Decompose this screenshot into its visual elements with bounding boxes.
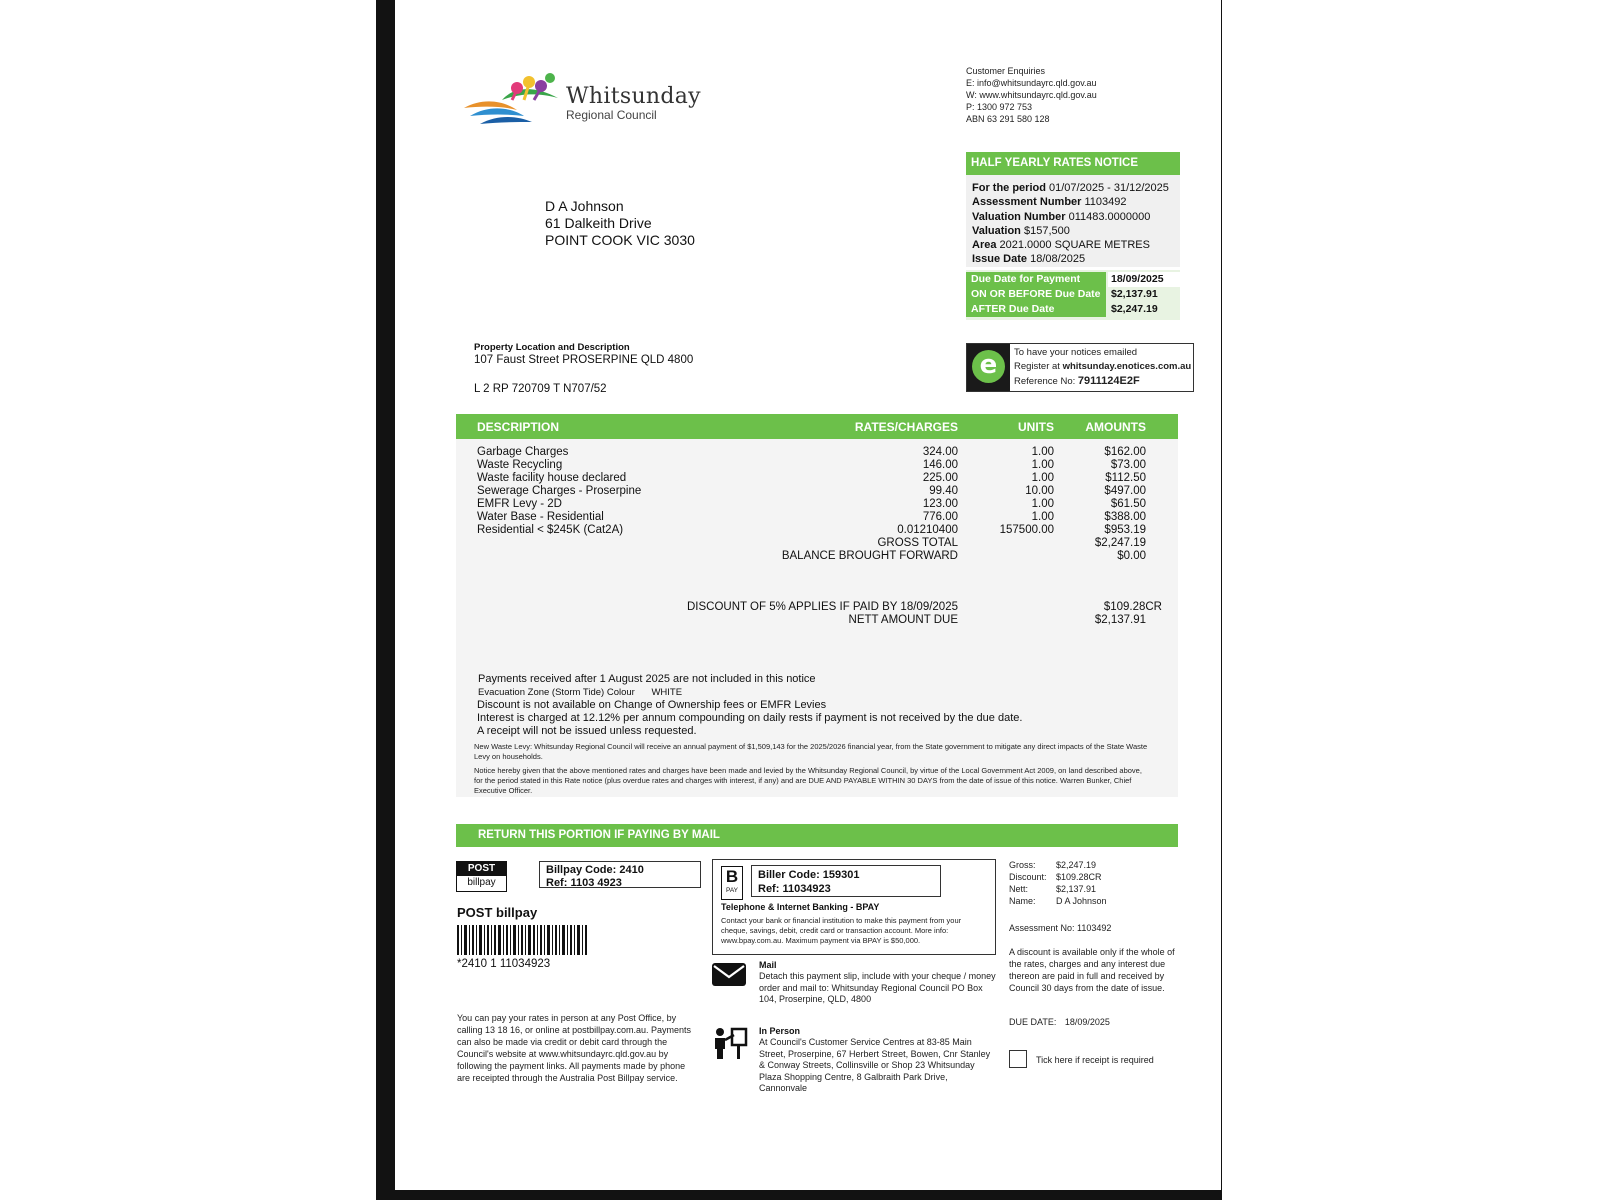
billpay-code-box: [539, 861, 701, 888]
property-label: Property Location and Description: [474, 342, 630, 353]
gross-total-row: [456, 537, 1178, 550]
issue-value: 18/08/2025: [1030, 253, 1086, 266]
summary-name-value: D A Johnson: [1056, 896, 1107, 906]
row-units: 1.00: [1031, 472, 1054, 484]
bpay-text: Contact your bank or financial institution to make this payment from your cheque, savings, debit, credit card or transaction account. More info: www.bpay.com.au. Maximum payment via BPAY is $50,000.: [721, 916, 962, 945]
bpay-panel: [712, 859, 996, 955]
interest-note: Interest is charged at 12.12% per annum compounding on daily rests if payment is not received by the due date.: [477, 712, 1023, 724]
receipt-required-label: Tick here if receipt is required: [1036, 1055, 1154, 1065]
evacuation-line: [478, 687, 682, 698]
evacuation-value: WHITE: [651, 687, 683, 698]
post-logo-bottom: billpay: [467, 877, 496, 888]
summary-discount-label: Discount:: [1009, 872, 1047, 882]
property-lot: L 2 RP 720709 T N707/52: [474, 383, 607, 395]
row-description: Waste facility house declared: [477, 472, 627, 484]
row-rate: 324.00: [922, 446, 958, 458]
gross-total-value: $2,247.19: [1094, 537, 1146, 549]
row-units: 157500.00: [999, 524, 1054, 536]
row-rate: 0.01210400: [897, 524, 958, 536]
mail-text: Detach this payment slip, include with your cheque / money order and mail to: Whitsunday Regional Council PO Box 104, Proserpine, QLD, 4800: [759, 971, 996, 1004]
table-row: [456, 459, 1178, 472]
nett-label: NETT AMOUNT DUE: [848, 614, 958, 626]
balance-row: [456, 550, 1178, 563]
barcode-icon: [457, 925, 589, 955]
row-amount: $112.50: [1105, 472, 1146, 484]
table-row: [456, 498, 1178, 511]
return-due-label: DUE DATE:: [1009, 1017, 1057, 1027]
summary-gross-label: Gross:: [1009, 860, 1036, 870]
issue-label: Issue Date: [972, 253, 1028, 266]
row-description: Residential < $245K (Cat2A): [477, 524, 624, 536]
summary-nett-value: $2,137.91: [1056, 884, 1097, 894]
enotices-panel: [966, 343, 1194, 392]
discount-row: [456, 601, 1178, 614]
balance-value: $0.00: [1117, 550, 1146, 562]
due-date-value: 18/09/2025: [1108, 272, 1180, 287]
in-person-text: At Council's Customer Service Centres at 83-85 Main Street, Proserpine, 67 Herbert Street, Bowen, Cnr Stanley & Conway Streets, Collinsville or Shop 23 Whitsunday Plaza Shopping Centre, 8 Galbraith Park Drive, Cannonvale: [759, 1037, 991, 1093]
discount-value: $109.28CR: [1103, 601, 1162, 613]
nett-value: $2,137.91: [1094, 614, 1146, 626]
bpay-logo-icon: [721, 866, 743, 900]
bpay-title: Telephone & Internet Banking - BPAY: [721, 902, 880, 912]
enquiries-web: W: www.whitsundayrc.qld.gov.au: [966, 90, 1097, 100]
envelope-icon: [712, 963, 746, 986]
discount-label: DISCOUNT OF 5% APPLIES IF PAID BY 18/09/2025: [686, 601, 958, 613]
recipient-address: [545, 198, 695, 249]
logo-name: Whitsunday: [566, 84, 701, 109]
row-rate: 123.00: [922, 498, 958, 510]
row-amount: $497.00: [1104, 485, 1146, 497]
biller-code: Biller Code: 159301: [758, 869, 860, 881]
discount-availability-note: A discount is available only if the whole of the rates, charges and any interest due thereon are paid in full and received by Council 30 days from the date of issue.: [1009, 947, 1175, 993]
charges-table-body: [456, 439, 1178, 797]
bpay-logo-b: B: [725, 867, 739, 886]
payment-summary: [1009, 859, 1107, 907]
council-logo-icon: [462, 70, 572, 132]
enotices-register-prefix: Register at: [1014, 361, 1063, 372]
biller-ref: Ref: 11034923: [758, 883, 831, 895]
enotices-reference: 7911124E2F: [1077, 375, 1140, 387]
row-units: 1.00: [1031, 498, 1054, 510]
balance-label: BALANCE BROUGHT FORWARD: [781, 550, 958, 562]
payments-note: Payments received after 1 August 2025 are not included in this notice: [478, 673, 816, 685]
summary-name-label: Name:: [1009, 896, 1036, 906]
row-units: 10.00: [1025, 485, 1054, 497]
notice-details: [966, 175, 1180, 267]
row-description: EMFR Levy - 2D: [477, 498, 562, 510]
in-person-title: In Person: [759, 1026, 801, 1036]
summary-discount-value: $109.28CR: [1056, 872, 1102, 882]
row-description: Water Base - Residential: [477, 511, 604, 523]
biller-code-box: [751, 865, 941, 897]
enotices-ref-prefix: Reference No:: [1014, 376, 1078, 387]
nett-row: [456, 614, 1178, 627]
row-description: Waste Recycling: [477, 459, 563, 471]
charges-table-header: [456, 414, 1178, 439]
row-amount: $953.19: [1104, 524, 1146, 536]
header-units: UNITS: [1018, 420, 1054, 434]
valuation-number-value: 011483.0000000: [1068, 210, 1151, 223]
enotices-logo: [967, 344, 1010, 391]
valuation-number-label: Valuation Number: [972, 210, 1066, 223]
after-due-value: $2,247.19: [1111, 303, 1158, 315]
row-rate: 776.00: [922, 511, 958, 523]
table-row: [456, 472, 1178, 485]
recipient-street: 61 Dalkeith Drive: [545, 215, 652, 231]
recipient-suburb: POINT COOK VIC 3030: [545, 232, 695, 248]
return-due-value: 18/09/2025: [1064, 1017, 1110, 1027]
row-units: 1.00: [1031, 459, 1054, 471]
post-billpay-logo: [456, 861, 507, 892]
return-portion-header: RETURN THIS PORTION IF PAYING BY MAIL: [456, 824, 1178, 847]
billpay-code: Billpay Code: 2410: [546, 864, 644, 876]
table-row: [456, 446, 1178, 459]
after-due-label: AFTER Due Date: [966, 302, 1106, 317]
due-date-label: Due Date for Payment: [966, 272, 1106, 287]
enotices-e-icon: e: [972, 350, 1005, 383]
enquiries-phone: P: 1300 972 753: [966, 102, 1033, 112]
table-row: [456, 485, 1178, 498]
recipient-name: D A Johnson: [545, 198, 624, 214]
postbillpay-brand: POST billpay: [457, 905, 538, 920]
discount-note: Discount is not available on Change of Ownership fees or EMFR Levies: [477, 699, 827, 711]
row-amount: $162.00: [1104, 446, 1146, 458]
receipt-note: A receipt will not be issued unless requested.: [477, 725, 697, 737]
summary-nett-label: Nett:: [1009, 884, 1029, 894]
receipt-required-checkbox[interactable]: [1009, 1050, 1027, 1068]
row-amount: $61.50: [1110, 498, 1146, 510]
property-address: 107 Faust Street PROSERPINE QLD 4800: [474, 354, 694, 366]
area-label: Area: [972, 239, 997, 252]
enquiries-email: E: info@whitsundayrc.qld.gov.au: [966, 78, 1097, 88]
mail-title: Mail: [759, 960, 777, 970]
person-at-counter-icon: [712, 1027, 748, 1059]
evacuation-label: Evacuation Zone (Storm Tide) Colour: [478, 687, 635, 698]
assessment-no: Assessment No: 1103492: [1009, 923, 1112, 933]
table-row: [456, 524, 1178, 537]
notice-header: HALF YEARLY RATES NOTICE: [966, 152, 1180, 175]
enquiries-abn: ABN 63 291 580 128: [966, 114, 1050, 124]
billpay-ref: Ref: 1103 4923: [546, 877, 622, 889]
before-due-value: $2,137.91: [1111, 288, 1158, 300]
area-value: 2021.0000 SQUARE METRES: [999, 239, 1150, 252]
row-rate: 146.00: [922, 459, 958, 471]
row-amount: $73.00: [1110, 459, 1146, 471]
row-rate: 225.00: [922, 472, 958, 484]
row-amount: $388.00: [1104, 511, 1146, 523]
before-due-label: ON OR BEFORE Due Date: [966, 287, 1106, 302]
bpay-logo-pay: PAY: [725, 887, 739, 894]
enquiries-title: Customer Enquiries: [966, 66, 1046, 76]
summary-gross-value: $2,247.19: [1056, 860, 1097, 870]
barcode-number: *2410 1 11034923: [457, 958, 551, 970]
header-rates: RATES/CHARGES: [854, 420, 958, 434]
row-description: Sewerage Charges - Proserpine: [477, 485, 642, 497]
legal-notice: Notice hereby given that the above mentioned rates and charges have been made and levied by the Whitsunday Regional Council, by virtue of the Local Government Act 2009, on land described above, for the period stated in this Rate notice (plus overdue rates and charges with interest, if any) and are DUE AND PAYABLE WITHIN 30 DAYS from the date of issue of this notice. Warren Bunker, Chief Executive Officer.: [474, 766, 1142, 795]
row-description: Garbage Charges: [477, 446, 569, 458]
return-due-date: [1009, 1017, 1110, 1027]
due-summary: [966, 270, 1180, 320]
post-office-text: You can pay your rates in person at any Post Office, by calling 13 18 16, or online at postbillpay.com.au. Payments can also be made via credit or debit card through the Council's website at www.whitsundayrc.qld.gov.au by following the payment links. All payments made by phone are receipted through the Australia Post Billpay service.: [457, 1013, 691, 1083]
valuation-label: Valuation: [972, 224, 1021, 237]
logo-subtitle: Regional Council: [566, 108, 657, 122]
enotices-line1: To have your notices emailed: [1014, 347, 1138, 358]
assessment-label: Assessment Number: [972, 196, 1082, 209]
gross-total-label: GROSS TOTAL: [877, 537, 958, 549]
assessment-value: 1103492: [1084, 196, 1127, 209]
valuation-value: $157,500: [1023, 224, 1070, 237]
customer-enquiries: [966, 65, 1097, 125]
waste-levy-note: New Waste Levy: Whitsunday Regional Council will receive an annual payment of $1,509,143 for the 2025/2026 financial year, from the State government to mitigate any direct impacts of the State Waste Levy on households.: [474, 742, 1148, 761]
row-rate: 99.40: [929, 485, 958, 497]
post-logo-top: POST: [457, 862, 506, 876]
table-row: [456, 511, 1178, 524]
row-units: 1.00: [1031, 511, 1054, 523]
period-value: 01/07/2025 - 31/12/2025: [1049, 182, 1169, 194]
header-amounts: AMOUNTS: [1085, 420, 1146, 434]
period-label: For the period: [972, 182, 1046, 194]
header-description: DESCRIPTION: [477, 420, 560, 434]
enotices-site-link[interactable]: whitsunday.enotices.com.au: [1062, 361, 1192, 372]
row-units: 1.00: [1031, 446, 1054, 458]
